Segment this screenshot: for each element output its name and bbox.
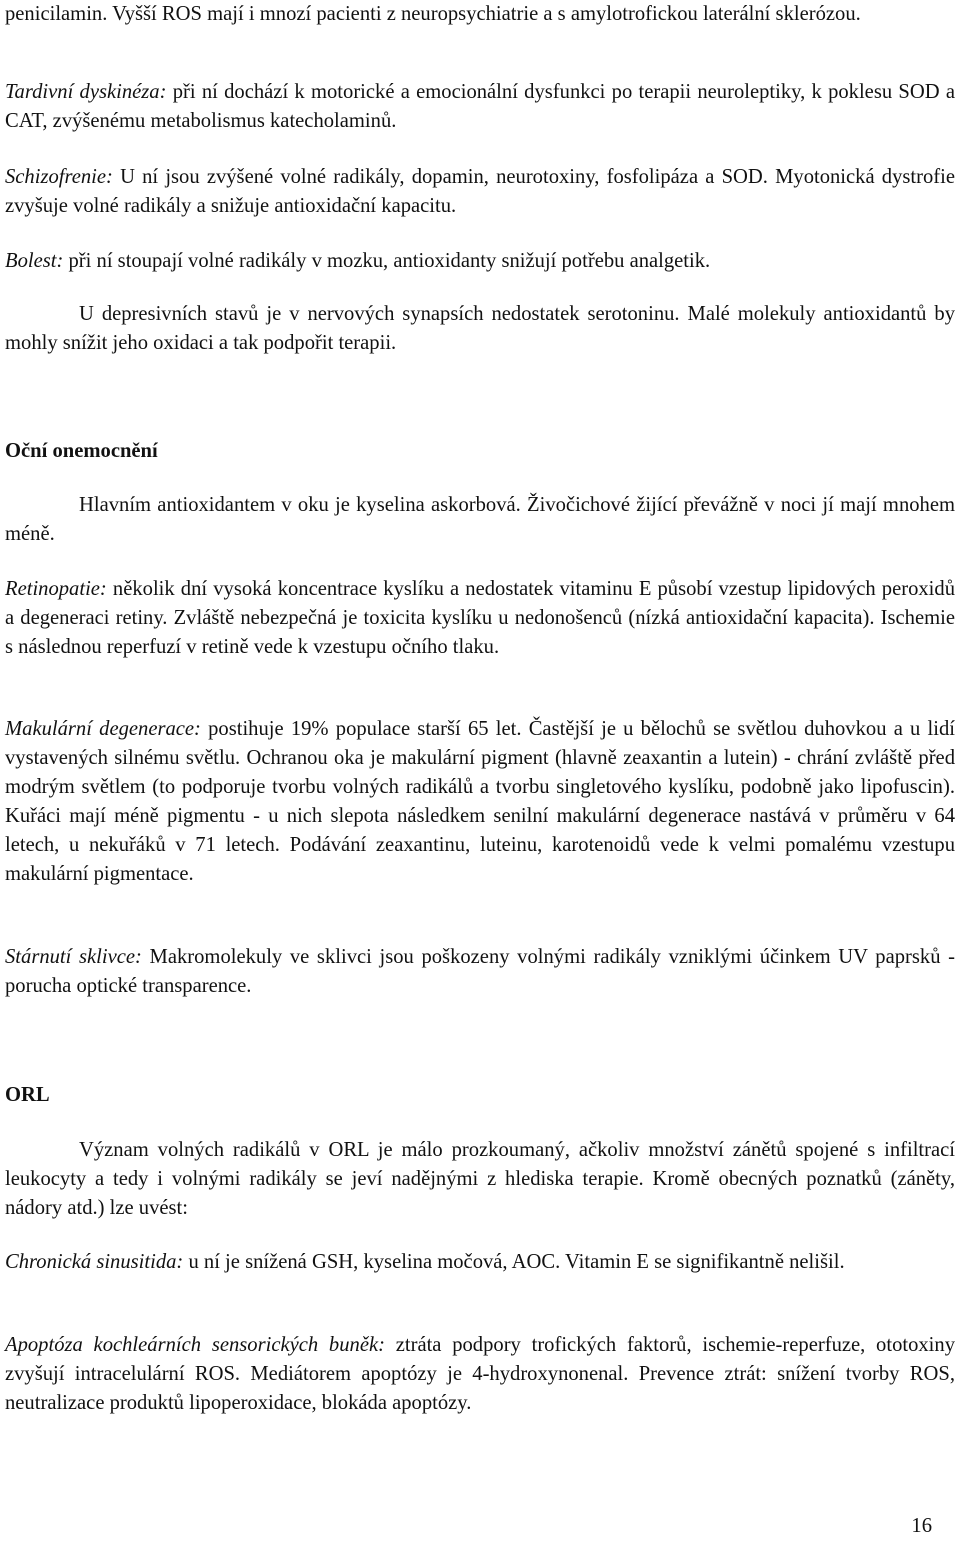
term-pain: Bolest: [5, 250, 64, 272]
heading-eye-diseases: Oční onemocnění [5, 440, 158, 462]
term-retinopathy: Retinopatie: [5, 578, 107, 600]
paragraph-neuropsychiatry: penicilamin. Vyšší ROS mají i mnozí pacienti z neuropsychiatrie a s amylotrofickou laterální sklerózou. [5, 3, 861, 25]
term-chronic-sinusitis: Chronická sinusitida: [5, 1251, 184, 1273]
paragraph-pain: Bolest: při ní stoupají volné radikály v mozku, antioxidanty snižují potřebu analgetik. [5, 250, 711, 272]
heading-orl: ORL [5, 1084, 50, 1106]
paragraph-eye-antioxidant: Hlavním antioxidantem v oku je kyselina askorbová. Živočichové žijící převážně v noci jí mají mnohem méně. [5, 494, 955, 545]
paragraph-orl-intro: Význam volných radikálů v ORL je málo prozkoumaný, ačkoliv množství zánětů spojené s infiltrací leukocyty a tedy i volnými radikály se jeví nadějnými z hlediska terapie. Kromě obecných poznatků (záněty, nádory atd.) lze uvést: [5, 1139, 955, 1219]
page-number: 16 [911, 1515, 932, 1537]
paragraph-vitreous-aging: Stárnutí sklivce: Makromolekuly ve sklivci jsou poškozeny volnými radikály vzniklými účinkem UV paprsků - porucha optické transparence. [5, 946, 955, 997]
term-vitreous-aging: Stárnutí sklivce: [5, 946, 142, 968]
paragraph-cochlear-apoptosis: Apoptóza kochleárních sensorických buněk: ztráta podpory trofických faktorů, ischemie-reperfuze, ototoxiny zvyšují intracelulární ROS. Mediátorem apoptózy je 4-hydroxynonenal. Prevence ztrát: snížení tvorby ROS, neutralizace produktů lipoperoxidace, blokáda apoptózy. [5, 1334, 955, 1414]
term-tardive-dyskinesia: Tardivní dyskinéza: [5, 81, 167, 103]
term-cochlear-apoptosis: Apoptóza kochleárních sensorických buněk: [5, 1334, 385, 1356]
paragraph-tardive-dyskinesia: Tardivní dyskinéza: při ní dochází k motorické a emocionální dysfunkci po terapii neuroleptiky, k poklesu SOD a CAT, zvýšenému metabolismus katecholaminů. [5, 81, 955, 132]
paragraph-chronic-sinusitis: Chronická sinusitida: u ní je snížená GSH, kyselina močová, AOC. Vitamin E se signifikantně nelišil. [5, 1251, 845, 1273]
paragraph-macular-degeneration: Makulární degenerace: postihuje 19% populace starší 65 let. Častější je u bělochů se světlou duhovkou a u lidí vystavených silnému světlu. Ochranou oka je makulární pigment (hlavně zeaxantin a lutein) - chrání zvláště před modrým světlem (to podporuje tvorbu volných radikálů a tvorbu singletového kyslíku, podobně jako lipofuscin). Kuřáci mají méně pigmentu - u nich slepota následkem senilní makulární degenerace nastává v průměru v 64 letech, u nekuřáků v 71 letech. Podávání zeaxantinu, luteinu, karotenoidů vede k velmi pomalému vzestupu makulární pigmentace. [5, 718, 955, 885]
paragraph-retinopathy: Retinopatie: několik dní vysoká koncentrace kyslíku a nedostatek vitaminu E působí vzestup lipidových peroxidů a degeneraci retiny. Zvláště nebezpečná je toxicita kyslíku u nedonošenců (nízká antioxidační kapacita). Ischemie s následnou reperfuzí v retině vede k vzestupu očního tlaku. [5, 578, 955, 658]
paragraph-schizophrenia: Schizofrenie: U ní jsou zvýšené volné radikály, dopamin, neurotoxiny, fosfolipáza a SOD. Myotonická dystrofie zvyšuje volné radikály a snižuje antioxidační kapacitu. [5, 166, 955, 217]
term-schizophrenia: Schizofrenie: [5, 166, 113, 188]
paragraph-depression: U depresivních stavů je v nervových synapsích nedostatek serotoninu. Malé molekuly antioxidantů by mohly snížit jeho oxidaci a tak podpořit terapii. [5, 303, 955, 354]
term-macular-degeneration: Makulární degenerace: [5, 718, 201, 740]
